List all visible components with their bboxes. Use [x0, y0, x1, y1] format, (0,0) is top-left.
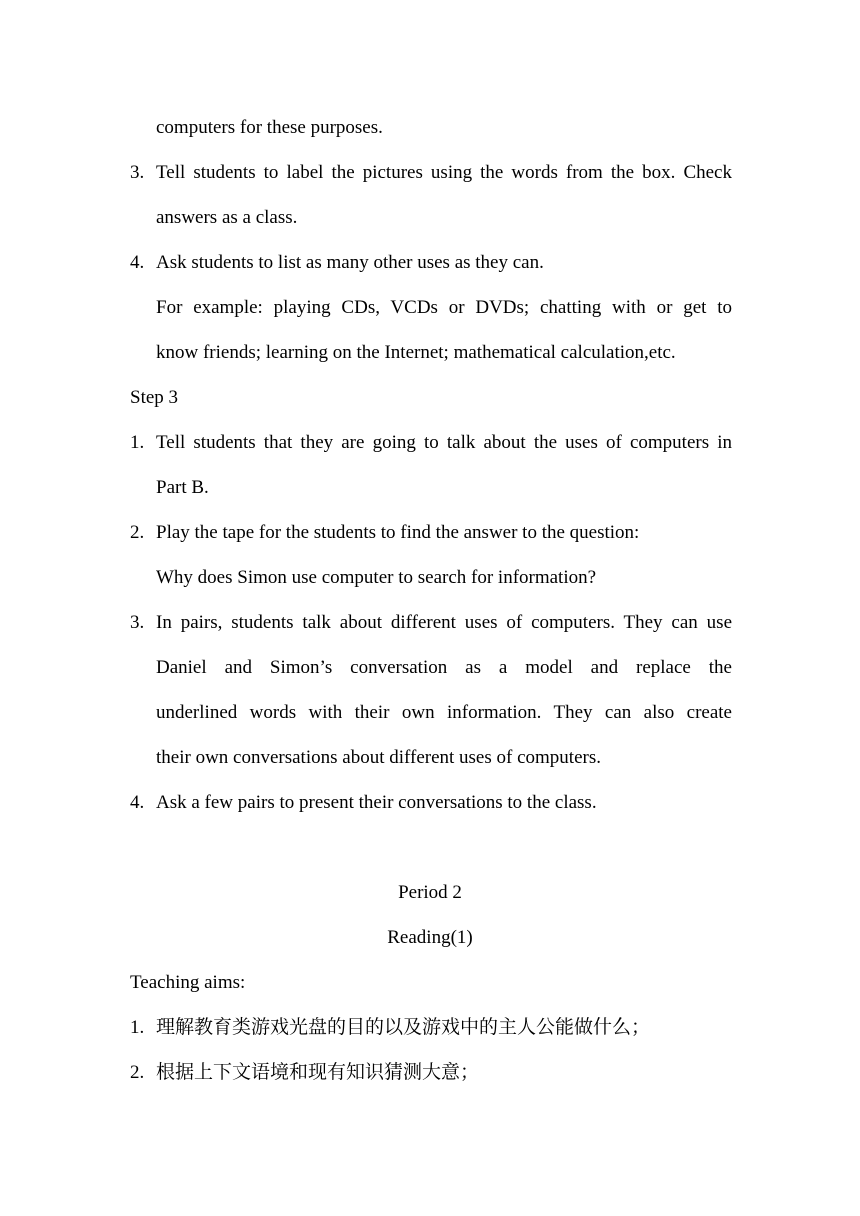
period-title: Period 2: [398, 882, 462, 903]
list-number: 2.: [130, 1062, 145, 1083]
list-number: 2.: [130, 522, 145, 543]
list-number: 4.: [130, 252, 145, 273]
step-heading: Step 3: [130, 387, 179, 408]
section-title: Reading(1): [387, 927, 473, 948]
text-line: Tell students to label the pictures using the words from the box. Check: [156, 162, 732, 183]
list-number: 1.: [130, 432, 145, 453]
text-line: 理解教育类游戏光盘的目的以及游戏中的主人公能做什么；: [156, 1017, 651, 1038]
text-line: computers for these purposes.: [156, 117, 383, 138]
text-line: underlined words with their own information. They can also create: [156, 702, 732, 723]
text-line: Ask a few pairs to present their conversations to the class.: [156, 792, 597, 813]
list-number: 1.: [130, 1017, 145, 1038]
list-number: 4.: [130, 792, 145, 813]
text-line: their own conversations about different uses of computers.: [156, 747, 601, 768]
text-line: Tell students that they are going to talk about the uses of computers in: [156, 432, 732, 453]
text-line: know friends; learning on the Internet; mathematical calculation,etc.: [156, 342, 676, 363]
text-line: For example: playing CDs, VCDs or DVDs; chatting with or get to: [156, 297, 732, 318]
text-line: Daniel and Simon’s conversation as a model and replace the: [156, 657, 732, 678]
list-number: 3.: [130, 612, 145, 633]
text-line: Why does Simon use computer to search for information?: [156, 567, 597, 588]
text-line: In pairs, students talk about different uses of computers. They can use: [156, 612, 732, 633]
text-line: answers as a class.: [156, 207, 298, 228]
teaching-aims-heading: Teaching aims:: [130, 972, 246, 993]
text-line: Part B.: [156, 477, 209, 498]
text-line: Ask students to list as many other uses as they can.: [156, 252, 544, 273]
text-line: Play the tape for the students to find the answer to the question:: [156, 522, 640, 543]
list-number: 3.: [130, 162, 145, 183]
text-line: 根据上下文语境和现有知识猜测大意；: [156, 1062, 480, 1083]
